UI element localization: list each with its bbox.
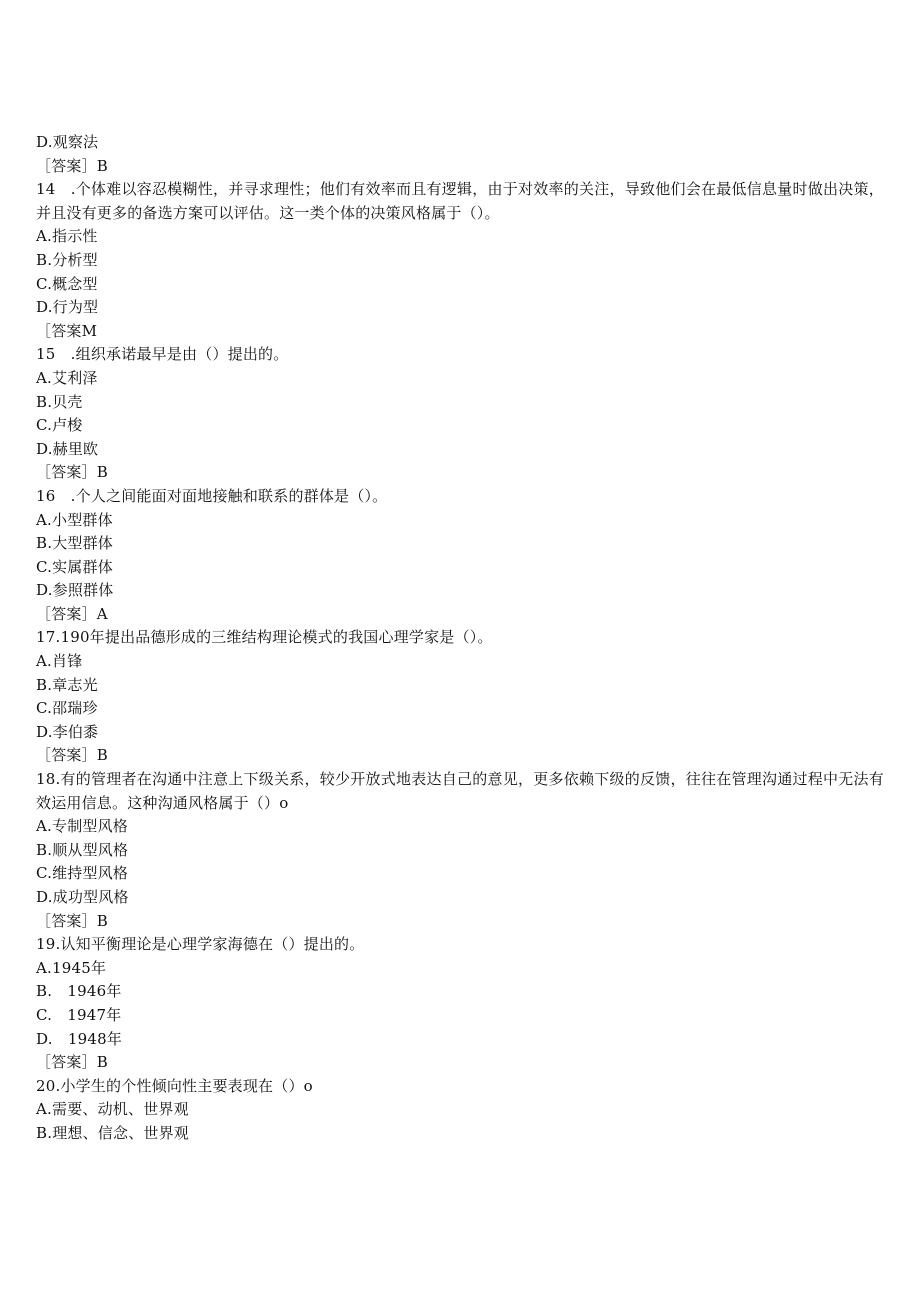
option-13-d: D.观察法 [36,133,99,151]
question-list [36,131,884,1146]
option-17-a: A.肖锋 [36,652,83,671]
question-17: 17.190年提出品德形成的三维结构理论模式的我国心理学家是（）。 [36,628,493,647]
option-15-b: B.贝壳 [36,392,83,411]
option-16-b: B.大型群体 [36,534,113,553]
answer-19: ［答案］B [36,1053,109,1072]
answer-17: ［答案］B [36,746,109,765]
question-20: 20.小学生的个性倾向性主要表现在（）o [36,1076,313,1095]
option-16-a: A.小型群体 [36,510,113,529]
option-18-c: C.维持型风格 [36,864,129,883]
answer-14: ［答案M [36,321,98,340]
option-19-d: D. 1948年 [36,1029,123,1048]
option-18-b: B.顺从型风格 [36,840,129,859]
option-17-d: D.李伯黍 [36,722,99,741]
option-19-b: B. 1946年 [36,982,122,1001]
option-18-d: D.成功型风格 [36,888,129,906]
option-15-c: C.卢梭 [36,416,83,435]
option-15-d: D.赫里欧 [36,439,99,458]
question-19: 19.认知平衡理论是心理学家海德在（）提出的。 [36,935,365,954]
option-18-a: A.专制型风格 [36,817,129,836]
option-16-c: C.实属群体 [36,557,113,576]
answer-18: ［答案］B [36,911,109,930]
option-19-a: A.1945年 [36,958,107,977]
option-20-a: A.需要、动机、世界观 [36,1100,189,1119]
answer-16: ［答案］A [36,604,108,623]
option-15-a: A.艾利泽 [36,368,98,387]
option-14-d: D.行为型 [36,298,99,317]
answer-15: ［答案］B [36,463,109,482]
option-14-c: C.概念型 [36,274,98,293]
option-17-c: C.邵瑞珍 [36,699,98,718]
option-19-c: C. 1947年 [36,1005,122,1024]
option-17-b: B.章志光 [36,675,98,694]
question-16: 16 .个人之间能面对面地接触和联系的群体是（）。 [36,486,388,505]
answer-13: ［答案］B [36,156,109,175]
question-15: 15 .组织承诺最早是由（）提出的。 [36,345,289,364]
question-14: 14 .个体难以容忍模糊性，并寻求理性；他们有效率而且有逻辑，由于对效率的关注，导致他们会在最低信息量时做出决策，并且没有更多的备选方案可以评估。这一类个体的决策风格属于（）。 [36,180,884,222]
question-18: 18.有的管理者在沟通中注意上下级关系，较少开放式地表达自己的意见，更多依赖下级的反馈，往往在管理沟通过程中无法有效运用信息。这种沟通风格属于（）o [36,770,884,812]
option-20-b: B.理想、信念、世界观 [36,1123,189,1142]
option-14-a: A.指示性 [36,227,98,246]
option-16-d: D.参照群体 [36,581,114,600]
option-14-b: B.分析型 [36,250,98,269]
